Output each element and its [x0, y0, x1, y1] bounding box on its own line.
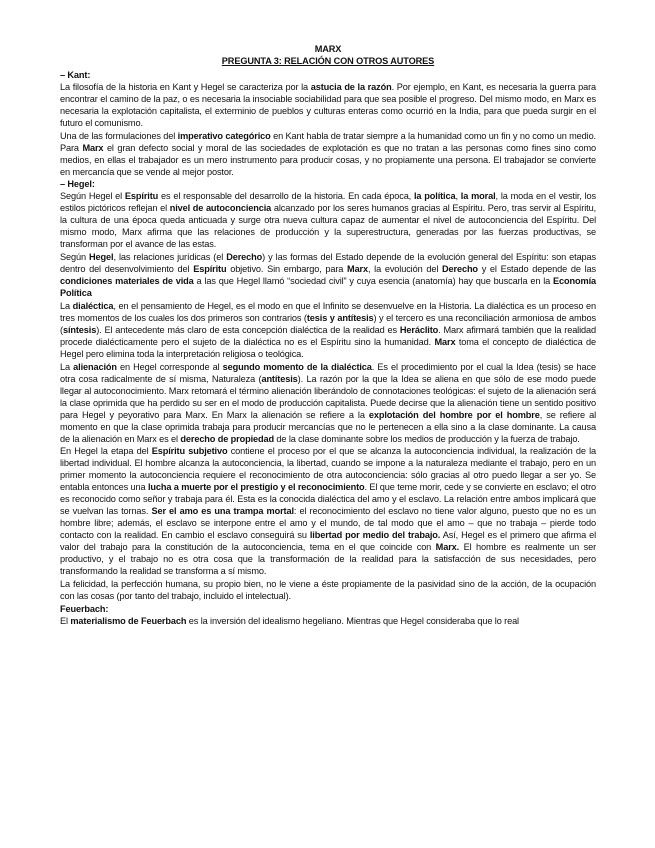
hegel-paragraph-4: [60, 362, 596, 446]
emphasized-text: Derecho: [442, 264, 478, 275]
emphasized-text: Marx: [347, 264, 368, 275]
text-run: ). La razón por la que la Idea se aliena en que sólo de ese modo puede llegar al autoconocimiento. Marx retomará el término alienación liberándolo de connotaciones teológicas: el sujeto de la alienación será la clase oprimida que ha perdido su ser en el modo de producción capitalista. Puede decirse que la alienación tiene un sentido positivo para Hegel y peyorativo para Marx. En Marx la alienación se refiere a la: [60, 373, 596, 420]
emphasized-text: materialismo de Feuerbach: [70, 615, 187, 626]
text-run: toma el concepto de dialéctica de Hegel pero elimina toda la interpretación religiosa o teológica.: [60, 336, 597, 359]
text-run: alcanzado por los seres humanos gracias al Espíritu. Pero, tras servir al Espíritu, la cultura de una época queda anticuada y surge otra nueva cultura capaz de aumentar el nivel de autoconciencia del Espíritu. Del mismo modo, Marx afirma que las relaciones de producción y la superestructura, generadas por las fuerzas productivas, se transforman por el avance de las estas.: [60, 203, 597, 250]
text-run: Según: [60, 252, 90, 263]
text-run: contiene el proceso por el que se alcanza la autoconciencia individual, la realización de la libertad individual. El hombre alcanza la autoconciencia, la libertad, cuando se impone a la naturaleza mediante el trabajo, pero en un primer momento la autoconciencia requiere el reconocimiento de otra autoconciencia: sólo gracias al otro puedo llegar a ser yo. Se entabla entonces una: [60, 446, 596, 493]
emphasized-text: dialéctica: [72, 301, 114, 312]
text-run: ) y las formas del Estado depende de la evolución general del Espíritu: son etapas dentro del desenvolvimiento del: [60, 252, 597, 275]
hegel-paragraph-6: [60, 579, 596, 603]
kant-paragraph-2: [60, 131, 596, 179]
text-run: Una de las formulaciones del: [60, 130, 178, 141]
text-run: ) y el tercero es una reconciliación armoniosa de ambos (: [60, 312, 596, 335]
text-run: . Es el procedimiento por el cual la Idea (tesis) se hace otra cosa radicalmente de sí misma, Naturaleza (: [60, 361, 596, 384]
text-run: , las relaciones jurídicas (el: [113, 252, 227, 263]
hegel-paragraph-1: [60, 191, 596, 251]
text-run: es la inversión del idealismo hegeliano. Mientras que Hegel consideraba que lo real: [186, 615, 519, 626]
emphasized-text: derecho de propiedad: [180, 433, 274, 444]
hegel-paragraph-3: [60, 301, 596, 361]
text-run: objetivo. Sin embargo, para: [226, 264, 348, 275]
document-title: MARX: [314, 44, 342, 54]
document-subtitle: PREGUNTA 3: RELACIÓN CON OTROS AUTORES: [221, 55, 435, 66]
document-page: [60, 44, 596, 629]
text-run: ,: [455, 191, 461, 202]
text-run: en Kant habla de tratar siempre a la humanidad como un fin y no como un medio. Para: [60, 130, 596, 153]
emphasized-text: Heráclito: [399, 324, 439, 335]
text-run: . Por ejemplo, en Kant, es necesaria la guerra para encontrar el camino de la paz, o es necesaria la insociable sociabilidad para que sea posible el progreso. Del mismo modo, en Marx es necesaria la explotación capitalista, el exterminio de pueblos y culturas enteras como ocurrió en la India, para que pueda surgir en el futuro el comunismo.: [60, 81, 596, 128]
text-run: Según Hegel el: [60, 191, 125, 202]
emphasized-text: alienación: [73, 361, 117, 372]
text-run: La felicidad, la perfección humana, su propio bien, no le viene a éste propiamente de la pasividad sino de la acción, de la ocupación con las cosas (por tanto del trabajo, incluido el intelectual).: [60, 578, 596, 601]
text-run: a las que Hegel llamó “sociedad civil” y cuya esencia (anatomía) hay que buscarla en la: [193, 276, 554, 287]
text-run: , la evolución del: [368, 264, 442, 275]
emphasized-text: Economía Política: [60, 276, 596, 299]
emphasized-text: Espíritu subjetivo: [151, 446, 228, 457]
text-run: . El que teme morir, cede y se convierte en esclavo; el otro es reconocido como señor y trabaja para él. Esta es la conocida dialéctica del amo y el esclavo. La relación entre ambos implicará que se vuelvan las tornas.: [60, 482, 596, 517]
section-heading-feuerbach: Feuerbach:: [60, 603, 109, 614]
emphasized-text: lucha a muerte por el prestigio y el reconocimiento: [147, 482, 365, 493]
text-run: El hombre es realmente un ser productivo, y el trabajo no es otra cosa que la transformación de la realidad para la satisfacción de sus necesidades, pero transformando la realidad se transforma a sí mismo.: [60, 542, 597, 576]
emphasized-text: imperativo categórico: [177, 130, 271, 141]
emphasized-text: Hegel: [89, 252, 114, 263]
text-run: En Hegel la etapa del: [60, 446, 152, 457]
text-run: , en el pensamiento de Hegel, es el modo en que el Infinito se desenvuelve en la Historia. La dialéctica es un proceso en tres momentos de los cuales los dos primeros son contrarios (: [60, 301, 596, 323]
text-run: , la moda en el vestir, los estilos pictóricos reflejan el: [60, 191, 596, 214]
kant-paragraph-1: [60, 82, 596, 130]
section-heading-kant: – Kant:: [60, 69, 91, 80]
emphasized-text: Ser el amo es una trampa mortal: [151, 506, 294, 517]
emphasized-text: Espíritu: [124, 191, 159, 202]
text-run: La: [60, 361, 74, 372]
emphasized-text: nivel de autoconciencia: [169, 203, 272, 214]
emphasized-text: tesis y antítesis: [306, 312, 374, 323]
text-run: : el reconocimiento del esclavo no tiene valor alguno, puesto que no es un hombre libre; además, el esclavo se interpone entre el amo y el mundo, de tal modo que el amo – que no trabaja – pierde todo contacto con la realidad. En cambio el esclavo conseguirá su: [60, 506, 596, 541]
hegel-paragraph-5: [60, 446, 596, 577]
emphasized-text: Espíritu: [193, 264, 227, 275]
text-run: Así, Hegel es el primero que afirma el valor del trabajo para la constitución de la autoconciencia, tema en el que coincide con: [60, 530, 597, 553]
section-heading-hegel: – Hegel:: [60, 179, 95, 190]
hegel-paragraph-2: [60, 252, 596, 300]
text-run: , se refiere al momento en que la clase oprimida trabaja para producir mercancías que no le pertenecen a ella sino a la clase dominante. La causa de la alienación en Marx es el: [60, 409, 596, 444]
text-run: La: [60, 301, 73, 312]
text-run: de la clase dominante sobre los medios de producción y la fuerza de trabajo.: [273, 433, 580, 444]
text-run: La filosofía de la historia en Kant y Hegel se caracteriza por la: [60, 81, 311, 92]
text-run: ). El antecedente más claro de esta concepción dialéctica de la realidad es: [96, 324, 400, 335]
emphasized-text: condiciones materiales de vida: [60, 276, 194, 287]
emphasized-text: libertad por medio del trabajo.: [309, 530, 441, 541]
emphasized-text: la política: [413, 191, 456, 202]
emphasized-text: la moral: [460, 191, 496, 202]
text-run: es el responsable del desarrollo de la historia. En cada época,: [158, 191, 414, 202]
emphasized-text: síntesis: [62, 324, 97, 335]
text-run: y el Estado depende de las: [477, 264, 597, 275]
emphasized-text: Marx: [82, 142, 104, 153]
emphasized-text: Marx: [434, 336, 456, 347]
text-run: en Hegel corresponde al: [116, 361, 223, 372]
text-run: . Marx afirmará también que la realidad procede dialécticamente pero el sujeto de la dialéctica no es el Espíritu sino la humanidad.: [60, 324, 596, 347]
feuerbach-paragraph-1: [60, 616, 596, 628]
emphasized-text: explotación del hombre por el hombre: [368, 409, 540, 420]
emphasized-text: antítesis: [261, 373, 298, 384]
emphasized-text: Derecho: [226, 252, 263, 263]
text-run: el gran defecto social y moral de las sociedades de explotación es que no tratan a las personas como fines sino como medios, en ellas el trabajador es un mero instrumento para producir cosas, y no propiamente una persona. El trabajador se convierte en mercancía que se vende al mejor postor.: [60, 142, 596, 177]
emphasized-text: Marx.: [435, 542, 460, 553]
emphasized-text: astucia de la razón: [310, 81, 392, 92]
emphasized-text: segundo momento de la dialéctica: [222, 361, 372, 372]
text-run: El: [60, 615, 71, 626]
